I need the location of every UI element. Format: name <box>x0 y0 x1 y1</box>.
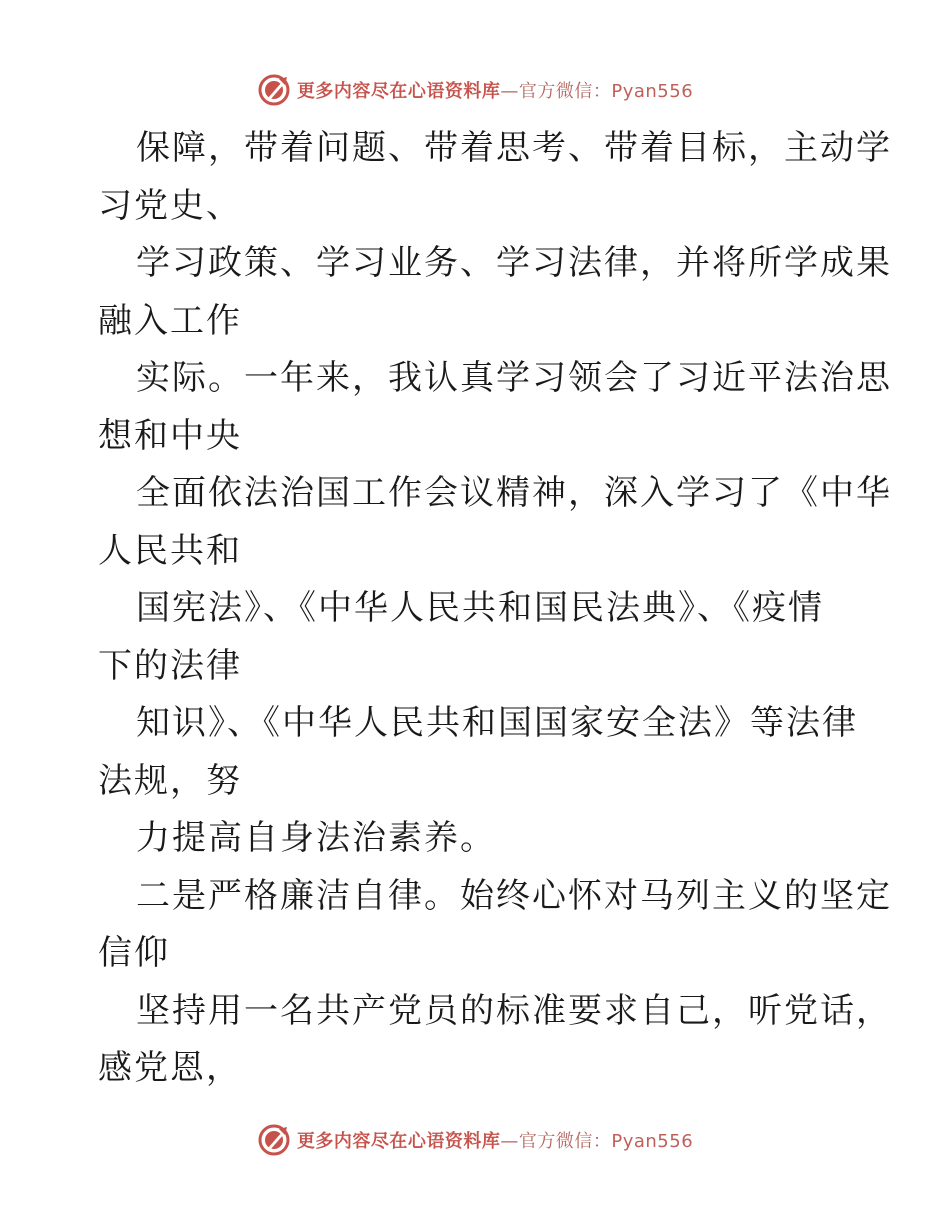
text-line: 信仰 <box>98 933 170 973</box>
text-line: 法规，努 <box>98 760 242 801</box>
text-line: 人民共和 <box>98 530 242 571</box>
watermark-text <box>297 1127 693 1153</box>
text-line: 学习政策、学习业务、学习法律，并将所学成果 <box>136 243 892 283</box>
text-line: 想和中央 <box>98 415 242 456</box>
watermark-wechat-label: —官方微信： <box>500 1131 612 1152</box>
watermark-wechat-label: —官方微信： <box>500 81 612 102</box>
watermark-site-name: 更多内容尽在心语资料库 <box>296 81 501 102</box>
text-line: 实际。一年来，我认真学习领会了习近平法治思 <box>136 358 892 398</box>
text-line: 融入工作 <box>98 300 242 341</box>
watermark-text <box>297 77 693 103</box>
seal-pen-logo-icon <box>257 1123 291 1157</box>
text-line: 知识》、《中华人民共和国国家安全法》等法律 <box>136 703 858 743</box>
text-line: 下的法律 <box>98 645 242 686</box>
watermark-wechat-id: Pyan556 <box>611 1131 694 1152</box>
text-line: 感党恩， <box>98 1048 242 1088</box>
watermark-wechat-id: Pyan556 <box>611 81 694 102</box>
text-line: 习党史、 <box>98 185 242 226</box>
text-line: 力提高自身法治素养。 <box>136 818 496 858</box>
text-line: 国宪法》、《中华人民共和国民法典》、《疫情 <box>136 588 824 628</box>
text-line: 保障，带着问题、带着思考、带着目标，主动学 <box>136 128 892 168</box>
text-line: 全面依法治国工作会议精神，深入学习了《中华 <box>136 473 892 513</box>
watermark-site-name: 更多内容尽在心语资料库 <box>296 1131 501 1152</box>
header-watermark <box>0 70 950 110</box>
seal-pen-logo-icon <box>257 73 291 107</box>
footer-watermark <box>0 1120 950 1160</box>
text-line: 坚持用一名共产党员的标准要求自己，听党话， <box>136 990 892 1031</box>
text-line: 二是严格廉洁自律。始终心怀对马列主义的坚定 <box>136 875 892 916</box>
document-body <box>98 120 892 1098</box>
